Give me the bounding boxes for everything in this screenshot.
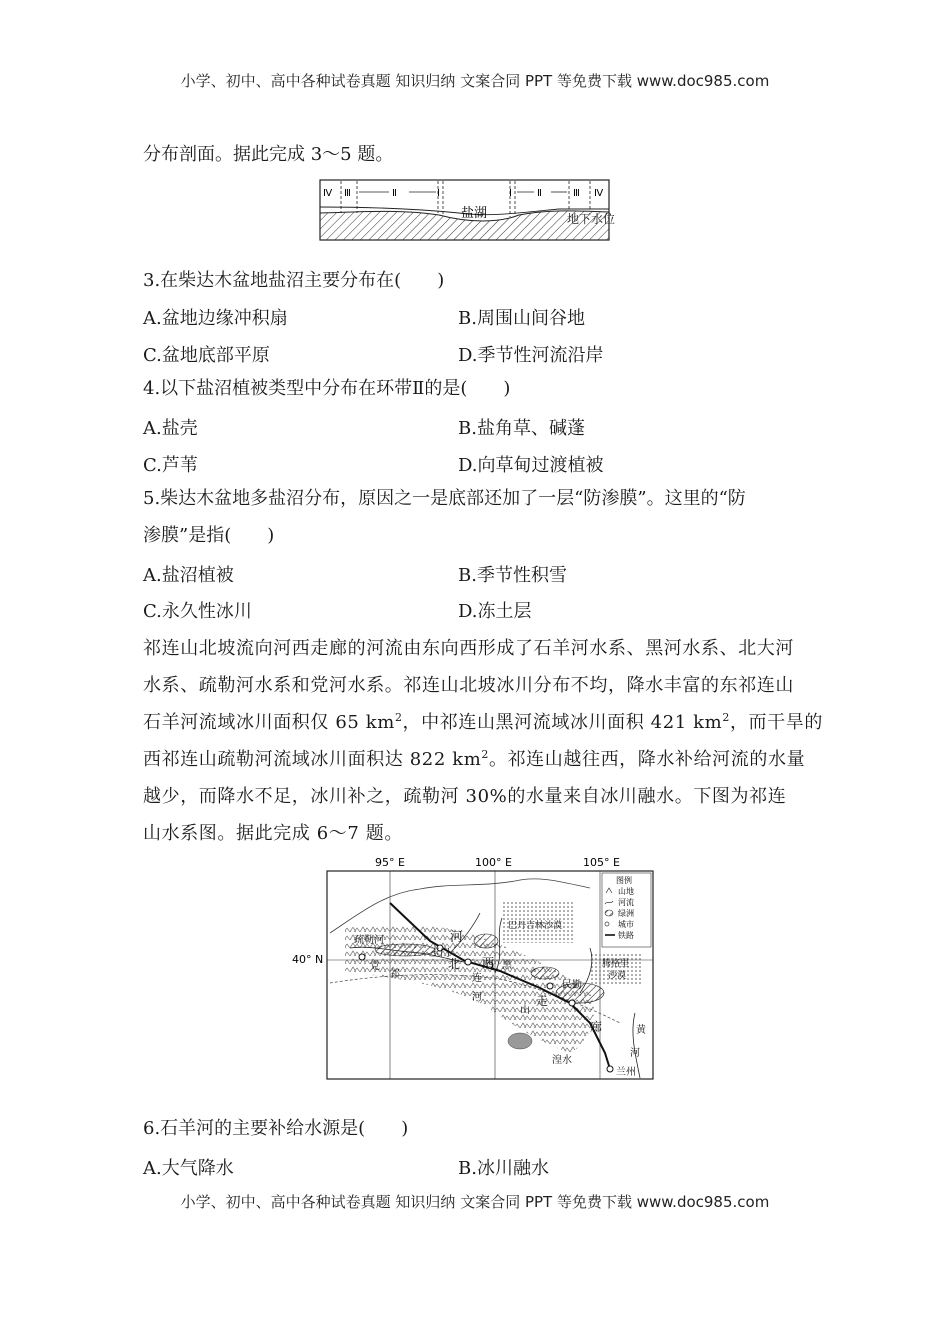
q5-option-b[interactable]: B.季节性积雪 [458, 565, 567, 586]
map-legend [602, 873, 651, 947]
label-minqin: 民勤 [562, 980, 582, 991]
oasis-icon [605, 910, 613, 916]
passage-line-1: 祁连山北坡流向河西走廊的河流由东向西形成了石羊河水系、黑河水系、北大河 [143, 638, 794, 659]
salt-lake-label: 盐湖 [461, 206, 488, 221]
label-tengger-2: 沙漠 [608, 971, 627, 981]
q6-stem: 6.石羊河的主要补给水源是( ) [143, 1118, 409, 1139]
zone-label-right-2: Ⅱ [537, 188, 542, 199]
label-dang: 党 [370, 961, 380, 972]
label-hei: 黑 [502, 960, 512, 971]
label-zou: 走 [536, 994, 549, 1008]
city-icon [605, 922, 609, 926]
label-tengger-1: 腾格里 [602, 959, 630, 969]
q5-stem-line1: 5.柴达木盆地多盐沼分布，原因之一是底部还加了一层“防渗膜”。这里的“防 [143, 488, 746, 509]
label-he-2: 河 [472, 992, 482, 1003]
legend-river: 河流 [618, 898, 634, 907]
label-qi: 祁 [390, 969, 400, 980]
lon-label-100: 100° E [475, 856, 512, 869]
q4-option-b[interactable]: B.盐角草、碱蓬 [458, 418, 585, 439]
q5-option-d[interactable]: D.冻土层 [458, 601, 532, 622]
label-shule-river: 疏勒河 [354, 935, 384, 946]
city-marker-6 [569, 1000, 575, 1006]
q6-option-b[interactable]: B.冰川融水 [458, 1158, 549, 1179]
salt-marsh-profile-figure [319, 179, 616, 241]
qilian-water-system-map [290, 853, 662, 1081]
passage-line-2: 水系、疏勒河水系和党河水系。祁连山北坡冰川分布不均，降水丰富的东祁连山 [143, 675, 794, 696]
lon-label-105: 105° E [583, 856, 620, 869]
oasis-corridor [531, 967, 559, 979]
passage-line-3: 石羊河流域冰川面积仅 65 $km^2$，中祁连山黑河流域冰川面积 421 $km^2$，而干旱的 [143, 711, 823, 733]
legend-mountain: 山地 [618, 887, 634, 896]
passage-line-5: 越少，而降水不足，冰川补之，疏勒河 30%的水量来自冰川融水。下图为祁连 [143, 786, 787, 807]
intro-line: 分布剖面。据此完成 3～5 题。 [143, 144, 394, 165]
zone-label-left-2: Ⅱ [392, 188, 397, 199]
q4-option-c[interactable]: C.芦苇 [143, 455, 198, 476]
legend-city: 城市 [618, 920, 634, 929]
q3-option-c[interactable]: C.盆地底部平原 [143, 345, 270, 366]
legend-railway: 铁路 [618, 931, 634, 940]
label-badain-jaran: 巴丹吉林沙漠 [508, 921, 563, 931]
zone-label-left-4: Ⅳ [323, 188, 333, 199]
legend-title: 图例 [616, 876, 632, 885]
lon-label-95: 95° E [375, 856, 405, 869]
q4-option-a[interactable]: A.盐壳 [143, 418, 198, 439]
q5-stem-line2: 渗膜”是指( ) [143, 525, 275, 546]
groundwater-label: 地下水位 [567, 212, 616, 226]
zone-label-right-1: Ⅰ [509, 188, 512, 199]
page-footer: 小学、初中、高中各种试卷真题 知识归纳 文案合同 PPT 等免费下载 www.doc985.com [180, 1193, 770, 1211]
legend-oasis: 绿洲 [618, 909, 634, 918]
zone-label-right-3: Ⅲ [573, 188, 580, 199]
label-huang: 黄 [636, 1025, 646, 1036]
q3-option-b[interactable]: B.周围山间谷地 [458, 308, 585, 329]
q6-option-a[interactable]: A.大气降水 [143, 1158, 234, 1179]
oasis-north [474, 934, 498, 948]
zone-label-left-3: Ⅲ [344, 188, 351, 199]
label-he-3: 河 [630, 1048, 640, 1059]
lat-label-40: 40° N [292, 953, 324, 966]
label-lanzhou: 兰州 [616, 1067, 636, 1078]
q4-stem: 4.以下盐沼植被类型中分布在环带Ⅱ的是( ) [143, 378, 511, 399]
label-lang: 廊 [590, 1020, 603, 1034]
zone-label-left-1: Ⅰ [437, 188, 440, 199]
q3-option-d[interactable]: D.季节性河流沿岸 [458, 345, 604, 366]
label-yumen: 玉门 [430, 948, 450, 959]
lake-shape [508, 1033, 532, 1049]
label-he-1: 河 [450, 930, 464, 945]
label-huangshui: 湟水 [552, 1055, 572, 1066]
city-marker-1 [359, 954, 365, 960]
q5-option-a[interactable]: A.盐沼植被 [143, 565, 234, 586]
label-bei: 北 [448, 957, 461, 971]
label-lian: 连 [472, 973, 482, 984]
q3-stem: 3.在柴达木盆地盐沼主要分布在( ) [143, 270, 445, 291]
city-marker-3 [465, 959, 471, 965]
passage-line-6: 山水系图。据此完成 6～7 题。 [143, 823, 403, 844]
label-xi: 西 [482, 956, 495, 970]
passage-line-4: 西祁连山疏勒河流域冰川面积达 822 $km^2$。祁连山越往西，降水补给河流的水量 [143, 748, 806, 770]
q4-option-d[interactable]: D.向草甸过渡植被 [458, 455, 604, 476]
page-header: 小学、初中、高中各种试卷真题 知识归纳 文案合同 PPT 等免费下载 www.doc985.com [180, 72, 770, 90]
q5-option-c[interactable]: C.永久性冰川 [143, 601, 252, 622]
zone-label-right-4: Ⅳ [594, 188, 604, 199]
city-marker-lanzhou [607, 1066, 613, 1072]
city-marker-5 [547, 983, 553, 989]
q3-option-a[interactable]: A.盆地边缘冲积扇 [143, 308, 288, 329]
label-shan: 山 [520, 1005, 530, 1016]
